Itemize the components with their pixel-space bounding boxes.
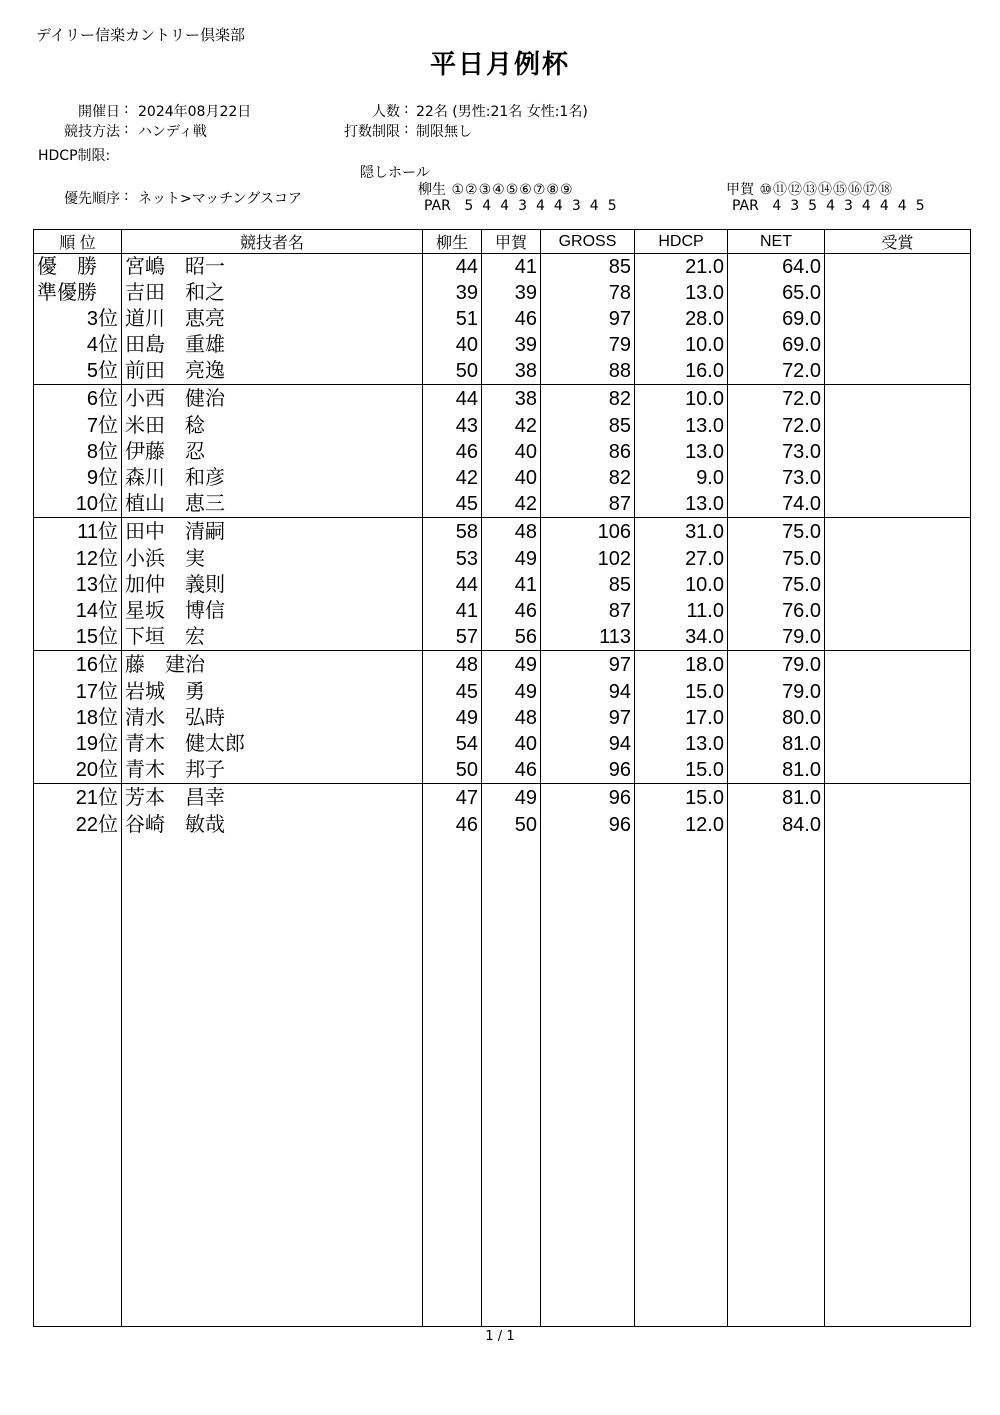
in-course-name: 甲賀	[726, 182, 754, 198]
out-score-cell: 58	[423, 518, 482, 547]
in-item-pars: 3	[844, 198, 853, 214]
table-row	[34, 705, 971, 731]
in-item-pars: 4	[861, 198, 871, 214]
award-cell	[825, 812, 971, 838]
empty-cell	[635, 838, 728, 1327]
in-item-nums: ⑱	[878, 182, 893, 198]
col-header-out: 柳生	[423, 230, 482, 254]
in-hole-numbers	[758, 182, 892, 198]
in-score-cell: 48	[482, 705, 541, 731]
out-item-nums: ①	[451, 182, 465, 198]
table-row	[34, 439, 971, 465]
hdcp-cell: 21.0	[635, 254, 728, 281]
hdcp-cell: 13.0	[635, 439, 728, 465]
out-score-cell: 44	[423, 572, 482, 598]
in-score-cell: 48	[482, 518, 541, 547]
out-score-cell: 50	[423, 757, 482, 784]
out-score-cell: 40	[423, 332, 482, 358]
col-header-rank: 順 位	[34, 230, 122, 254]
in-score-cell: 56	[482, 624, 541, 651]
out-item-pars: 4	[553, 198, 563, 214]
in-item-pars: 5	[915, 198, 925, 214]
out-item-nums: ⑧	[546, 182, 559, 198]
in-par-label: PAR	[732, 198, 759, 214]
in-item-nums: ⑮	[833, 182, 848, 198]
col-header-hdcp: HDCP	[635, 230, 728, 254]
award-cell	[825, 358, 971, 385]
hdcp-cell: 28.0	[635, 306, 728, 332]
rank-cell: 19位	[34, 731, 122, 757]
gross-cell: 82	[541, 385, 635, 414]
net-cell: 72.0	[728, 385, 825, 414]
net-cell: 75.0	[728, 572, 825, 598]
rank-cell: 20位	[34, 757, 122, 784]
rank-cell: 9位	[34, 465, 122, 491]
empty-cell	[541, 838, 635, 1327]
name-cell: 道川 恵亮	[122, 306, 423, 332]
table-row	[34, 651, 971, 680]
name-cell: 宮嶋 昭一	[122, 254, 423, 281]
hdcp-cell: 31.0	[635, 518, 728, 547]
net-cell: 72.0	[728, 358, 825, 385]
out-course-pars	[424, 198, 617, 214]
rank-cell: 21位	[34, 784, 122, 813]
method-label: 競技方法	[64, 124, 120, 140]
out-score-cell: 46	[423, 812, 482, 838]
name-cell: 小西 健治	[122, 385, 423, 414]
net-cell: 75.0	[728, 518, 825, 547]
table-row	[34, 679, 971, 705]
empty-cell	[122, 838, 423, 1327]
name-cell: 田中 清嗣	[122, 518, 423, 547]
table-filler-row	[34, 838, 971, 1327]
rank-cell: 優 勝	[34, 254, 122, 281]
out-score-cell: 47	[423, 784, 482, 813]
net-cell: 81.0	[728, 784, 825, 813]
out-item-pars: 4	[482, 198, 492, 214]
award-cell	[825, 651, 971, 680]
date-label: 開催日	[78, 104, 120, 120]
rank-cell: 13位	[34, 572, 122, 598]
out-course-holes	[418, 179, 573, 199]
in-score-cell: 49	[482, 651, 541, 680]
in-score-cell: 38	[482, 358, 541, 385]
out-item-pars: 5	[464, 198, 474, 214]
in-item-pars: 4	[879, 198, 889, 214]
award-cell	[825, 280, 971, 306]
in-item-nums: ⑩	[759, 182, 773, 198]
in-par-values	[763, 198, 924, 214]
in-item-nums: ⑰	[863, 182, 878, 198]
in-item-pars: 5	[808, 198, 818, 214]
in-score-cell: 41	[482, 254, 541, 281]
col-header-award: 受賞	[825, 230, 971, 254]
in-score-cell: 40	[482, 731, 541, 757]
name-cell: 米田 稔	[122, 413, 423, 439]
table-row	[34, 332, 971, 358]
hidden-hole-label: 隠しホール	[360, 165, 430, 181]
net-cell: 73.0	[728, 465, 825, 491]
out-item-pars: 5	[607, 198, 617, 214]
award-cell	[825, 546, 971, 572]
out-score-cell: 39	[423, 280, 482, 306]
name-cell: 田島 重雄	[122, 332, 423, 358]
out-item-pars: 3	[518, 198, 527, 214]
net-cell: 65.0	[728, 280, 825, 306]
in-item-pars: 4	[826, 198, 835, 214]
award-cell	[825, 518, 971, 547]
net-cell: 74.0	[728, 491, 825, 518]
gross-cell: 96	[541, 757, 635, 784]
count-value: 22名 (男性:21名 女性:1名)	[416, 104, 588, 120]
table-row	[34, 280, 971, 306]
table-row	[34, 254, 971, 281]
gross-cell: 85	[541, 572, 635, 598]
club-name: デイリー信楽カントリー倶楽部	[36, 26, 245, 44]
net-cell: 75.0	[728, 546, 825, 572]
in-course-holes	[726, 179, 892, 199]
in-course-pars	[732, 198, 925, 214]
name-cell: 芳本 昌幸	[122, 784, 423, 813]
award-cell	[825, 385, 971, 414]
table-row	[34, 358, 971, 385]
out-par-values	[455, 198, 616, 214]
hdcp-cell: 34.0	[635, 624, 728, 651]
award-cell	[825, 731, 971, 757]
net-cell: 73.0	[728, 439, 825, 465]
hdcp-cell: 15.0	[635, 757, 728, 784]
rank-cell: 11位	[34, 518, 122, 547]
out-item-pars: 4	[536, 198, 545, 214]
name-cell: 前田 亮逸	[122, 358, 423, 385]
in-score-cell: 49	[482, 784, 541, 813]
out-score-cell: 54	[423, 731, 482, 757]
out-par-label: PAR	[424, 198, 451, 214]
award-cell	[825, 439, 971, 465]
hdcp-limit-label: HDCP制限:	[38, 148, 111, 164]
rank-cell: 3位	[34, 306, 122, 332]
gross-cell: 94	[541, 731, 635, 757]
gross-cell: 94	[541, 679, 635, 705]
out-score-cell: 45	[423, 491, 482, 518]
out-item-pars: 3	[571, 198, 581, 214]
in-score-cell: 46	[482, 757, 541, 784]
award-cell	[825, 332, 971, 358]
name-cell: 清水 弘時	[122, 705, 423, 731]
name-cell: 藤 建治	[122, 651, 423, 680]
hdcp-cell: 11.0	[635, 598, 728, 624]
hdcp-cell: 17.0	[635, 705, 728, 731]
award-cell	[825, 254, 971, 281]
award-cell	[825, 757, 971, 784]
limit-value: 制限無し	[416, 124, 472, 140]
in-item-pars: 4	[897, 198, 907, 214]
name-cell: 岩城 勇	[122, 679, 423, 705]
out-score-cell: 53	[423, 546, 482, 572]
name-cell: 森川 和彦	[122, 465, 423, 491]
table-row	[34, 812, 971, 838]
in-item-nums: ⑪	[773, 182, 788, 198]
in-item-pars: 4	[772, 198, 782, 214]
rank-cell: 12位	[34, 546, 122, 572]
table-row	[34, 757, 971, 784]
col-header-net: NET	[728, 230, 825, 254]
net-cell: 84.0	[728, 812, 825, 838]
hdcp-cell: 13.0	[635, 491, 728, 518]
rank-cell: 8位	[34, 439, 122, 465]
in-score-cell: 46	[482, 306, 541, 332]
table-row	[34, 385, 971, 414]
name-cell: 星坂 博信	[122, 598, 423, 624]
out-score-cell: 50	[423, 358, 482, 385]
rank-cell: 16位	[34, 651, 122, 680]
gross-cell: 97	[541, 306, 635, 332]
hdcp-cell: 13.0	[635, 413, 728, 439]
net-cell: 80.0	[728, 705, 825, 731]
net-cell: 64.0	[728, 254, 825, 281]
rank-cell: 準優勝	[34, 280, 122, 306]
method-value: ハンディ戦	[138, 124, 207, 140]
table-row	[34, 306, 971, 332]
in-item-nums: ⑫	[788, 182, 803, 198]
out-score-cell: 44	[423, 385, 482, 414]
page-number: 1 / 1	[485, 1329, 515, 1344]
gross-cell: 79	[541, 332, 635, 358]
table-header-row	[34, 230, 971, 254]
net-cell: 72.0	[728, 413, 825, 439]
net-cell: 69.0	[728, 332, 825, 358]
net-cell: 79.0	[728, 679, 825, 705]
table-row	[34, 784, 971, 813]
gross-cell: 96	[541, 784, 635, 813]
out-score-cell: 48	[423, 651, 482, 680]
out-item-nums: ④	[492, 182, 505, 198]
col-header-in: 甲賀	[482, 230, 541, 254]
award-cell	[825, 705, 971, 731]
out-score-cell: 57	[423, 624, 482, 651]
count-label: 人数	[372, 104, 400, 120]
priority-label: 優先順序	[64, 191, 120, 207]
in-score-cell: 46	[482, 598, 541, 624]
gross-cell: 97	[541, 651, 635, 680]
out-item-nums: ③	[478, 182, 492, 198]
award-cell	[825, 624, 971, 651]
gross-cell: 102	[541, 546, 635, 572]
gross-cell: 82	[541, 465, 635, 491]
hdcp-cell: 27.0	[635, 546, 728, 572]
out-item-nums: ⑤	[505, 182, 519, 198]
name-cell: 小浜 実	[122, 546, 423, 572]
gross-cell: 85	[541, 413, 635, 439]
out-score-cell: 42	[423, 465, 482, 491]
hdcp-cell: 9.0	[635, 465, 728, 491]
rank-cell: 14位	[34, 598, 122, 624]
gross-cell: 88	[541, 358, 635, 385]
hdcp-cell: 15.0	[635, 679, 728, 705]
out-item-nums: ②	[465, 182, 478, 198]
hdcp-cell: 10.0	[635, 332, 728, 358]
in-item-nums: ⑯	[848, 182, 863, 198]
limit-label: 打数制限	[344, 124, 400, 140]
out-item-nums: ⑦	[532, 182, 546, 198]
empty-cell	[34, 838, 122, 1327]
net-cell: 76.0	[728, 598, 825, 624]
name-cell: 谷崎 敏哉	[122, 812, 423, 838]
hdcp-cell: 13.0	[635, 731, 728, 757]
out-course-name: 柳生	[418, 182, 446, 198]
hdcp-cell: 15.0	[635, 784, 728, 813]
out-score-cell: 44	[423, 254, 482, 281]
colon: :	[124, 121, 129, 137]
name-cell: 吉田 和之	[122, 280, 423, 306]
hdcp-cell: 12.0	[635, 812, 728, 838]
name-cell: 青木 邦子	[122, 757, 423, 784]
in-score-cell: 42	[482, 413, 541, 439]
colon: :	[124, 101, 129, 117]
hdcp-cell: 13.0	[635, 280, 728, 306]
rank-cell: 4位	[34, 332, 122, 358]
hdcp-cell: 10.0	[635, 385, 728, 414]
out-score-cell: 41	[423, 598, 482, 624]
out-score-cell: 51	[423, 306, 482, 332]
colon: :	[124, 188, 129, 204]
out-score-cell: 46	[423, 439, 482, 465]
rank-cell: 22位	[34, 812, 122, 838]
gross-cell: 96	[541, 812, 635, 838]
in-score-cell: 49	[482, 546, 541, 572]
in-score-cell: 40	[482, 465, 541, 491]
name-cell: 伊藤 忍	[122, 439, 423, 465]
in-score-cell: 42	[482, 491, 541, 518]
name-cell: 植山 恵三	[122, 491, 423, 518]
gross-cell: 97	[541, 705, 635, 731]
in-score-cell: 41	[482, 572, 541, 598]
net-cell: 79.0	[728, 624, 825, 651]
net-cell: 79.0	[728, 651, 825, 680]
gross-cell: 78	[541, 280, 635, 306]
net-cell: 69.0	[728, 306, 825, 332]
empty-cell	[825, 838, 971, 1327]
rank-cell: 5位	[34, 358, 122, 385]
rank-cell: 10位	[34, 491, 122, 518]
rank-cell: 15位	[34, 624, 122, 651]
award-cell	[825, 784, 971, 813]
award-cell	[825, 491, 971, 518]
in-score-cell: 39	[482, 280, 541, 306]
in-score-cell: 40	[482, 439, 541, 465]
gross-cell: 85	[541, 254, 635, 281]
rank-cell: 18位	[34, 705, 122, 731]
results-table	[33, 229, 971, 1327]
gross-cell: 87	[541, 598, 635, 624]
priority-value: ネット>マッチングスコア	[138, 191, 303, 207]
out-score-cell: 45	[423, 679, 482, 705]
out-item-pars: 4	[500, 198, 510, 214]
award-cell	[825, 465, 971, 491]
table-row	[34, 465, 971, 491]
hdcp-cell: 10.0	[635, 572, 728, 598]
empty-cell	[482, 838, 541, 1327]
table-row	[34, 491, 971, 518]
page-title: 平日月例杯	[429, 50, 570, 80]
net-cell: 81.0	[728, 757, 825, 784]
in-score-cell: 39	[482, 332, 541, 358]
table-row	[34, 731, 971, 757]
award-cell	[825, 413, 971, 439]
net-cell: 81.0	[728, 731, 825, 757]
award-cell	[825, 598, 971, 624]
in-item-nums: ⑭	[818, 182, 833, 198]
out-item-nums: ⑨	[559, 182, 573, 198]
name-cell: 下垣 宏	[122, 624, 423, 651]
table-row	[34, 624, 971, 651]
col-header-gross: GROSS	[541, 230, 635, 254]
hdcp-cell: 18.0	[635, 651, 728, 680]
in-item-nums: ⑬	[803, 182, 818, 198]
rank-cell: 6位	[34, 385, 122, 414]
out-score-cell: 49	[423, 705, 482, 731]
hdcp-cell: 16.0	[635, 358, 728, 385]
in-score-cell: 38	[482, 385, 541, 414]
gross-cell: 113	[541, 624, 635, 651]
out-item-nums: ⑥	[519, 182, 532, 198]
award-cell	[825, 572, 971, 598]
award-cell	[825, 679, 971, 705]
name-cell: 加仲 義則	[122, 572, 423, 598]
award-cell	[825, 306, 971, 332]
name-cell: 青木 健太郎	[122, 731, 423, 757]
out-score-cell: 43	[423, 413, 482, 439]
gross-cell: 86	[541, 439, 635, 465]
table-row	[34, 413, 971, 439]
colon: :	[404, 101, 409, 117]
out-item-pars: 4	[589, 198, 599, 214]
empty-cell	[423, 838, 482, 1327]
gross-cell: 87	[541, 491, 635, 518]
in-item-pars: 3	[790, 198, 800, 214]
table-row	[34, 546, 971, 572]
date-value: 2024年08月22日	[138, 104, 252, 120]
table-row	[34, 518, 971, 547]
rank-cell: 17位	[34, 679, 122, 705]
colon: :	[404, 121, 409, 137]
out-hole-numbers	[450, 182, 572, 198]
in-score-cell: 49	[482, 679, 541, 705]
table-row	[34, 598, 971, 624]
empty-cell	[728, 838, 825, 1327]
rank-cell: 7位	[34, 413, 122, 439]
gross-cell: 106	[541, 518, 635, 547]
table-row	[34, 572, 971, 598]
col-header-name: 競技者名	[122, 230, 423, 254]
in-score-cell: 50	[482, 812, 541, 838]
